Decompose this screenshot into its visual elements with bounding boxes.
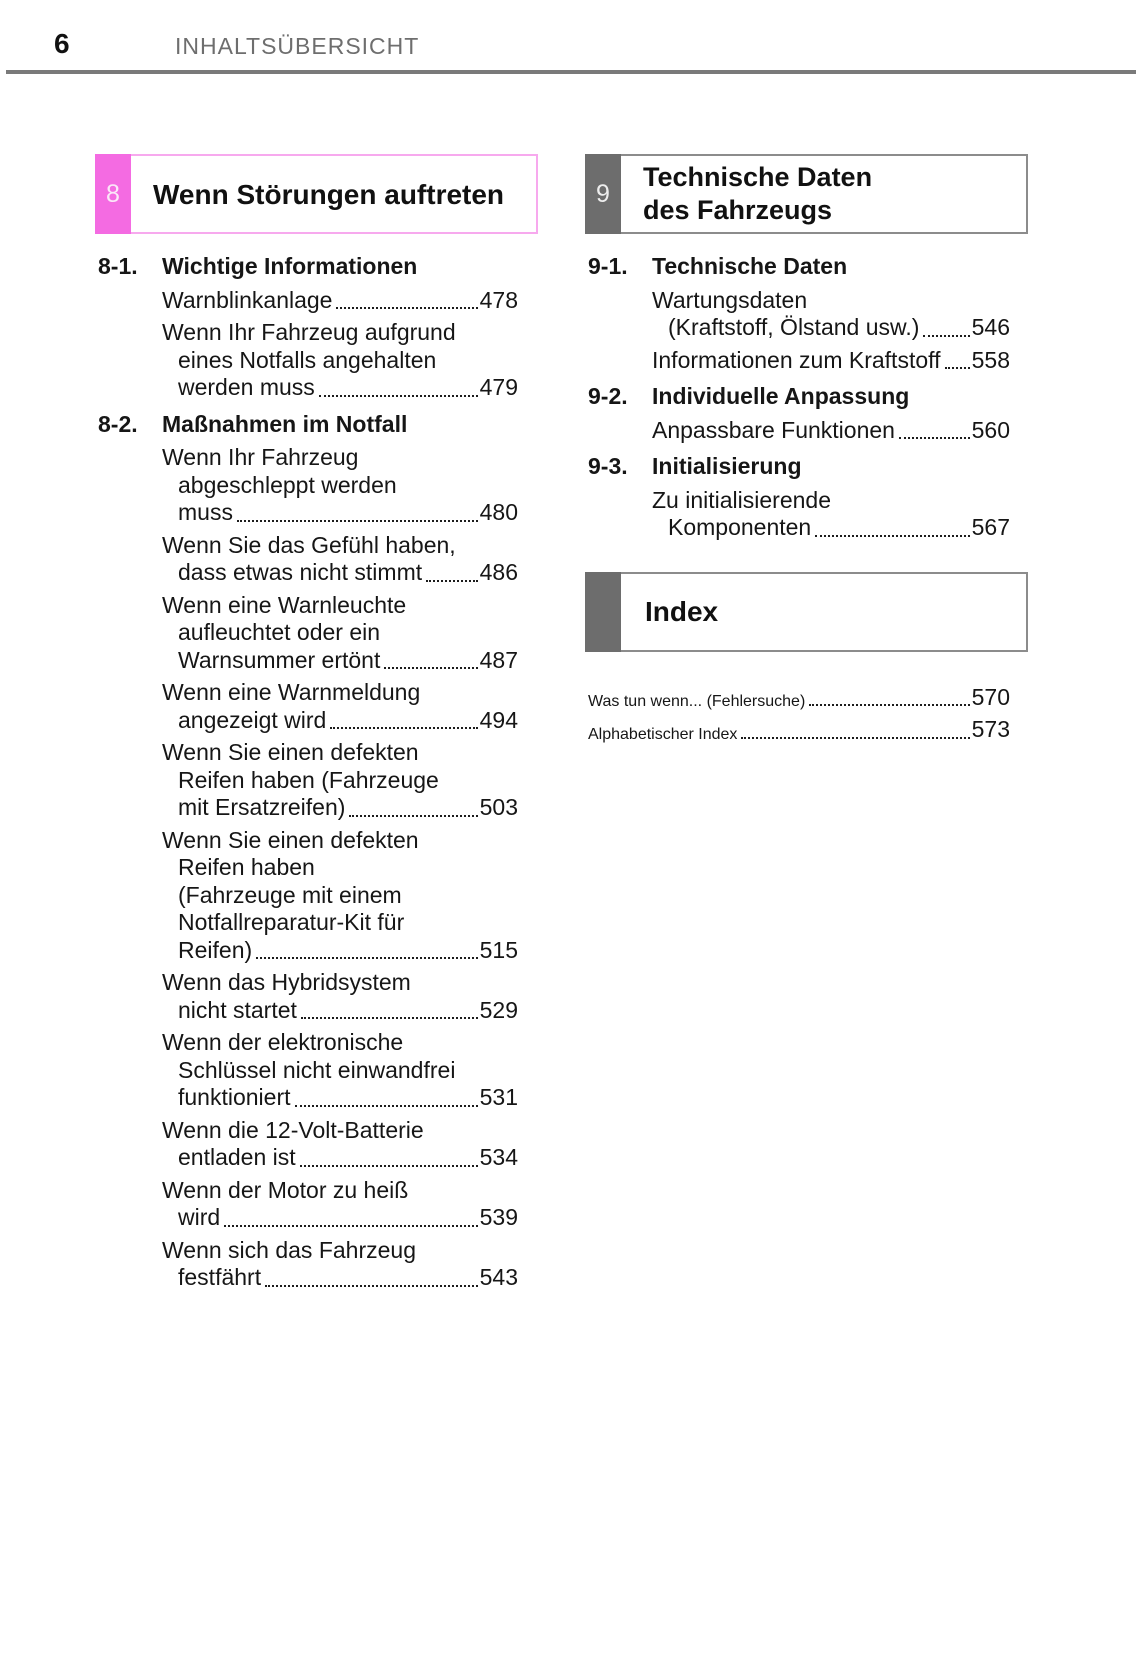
dotted-leader	[426, 580, 477, 582]
toc-entry	[652, 417, 1010, 445]
chapter-9-toc	[585, 253, 1028, 542]
chapter-9-title	[621, 156, 872, 232]
section-number: 8-2.	[98, 410, 138, 437]
toc-entry-line: Zu initialisierende	[652, 486, 831, 513]
toc-entry-last-line	[652, 417, 1010, 445]
toc-page-number: 478	[479, 286, 518, 313]
toc-entry-line: muss	[178, 499, 233, 525]
toc-entry	[652, 487, 1010, 542]
toc-entry-last-line	[162, 937, 518, 965]
dotted-leader	[300, 1165, 478, 1167]
dotted-leader	[256, 957, 477, 959]
toc-entry-last-line	[652, 514, 1010, 542]
chapter-9-tab: 9	[585, 154, 621, 234]
dotted-leader	[923, 335, 969, 337]
toc-entry	[162, 319, 518, 402]
toc-page-number: 480	[479, 499, 518, 525]
index-entry	[588, 684, 1010, 712]
toc-page-number: 486	[479, 559, 518, 585]
toc-entry-line: Wartungsdaten	[652, 286, 808, 313]
toc-entry	[652, 347, 1010, 375]
toc-entry-line: Schlüssel nicht einwandfrei	[178, 1056, 456, 1083]
dotted-leader	[349, 815, 477, 817]
toc-entry-last-line	[162, 287, 518, 315]
toc-entry-line: aufleuchtet oder ein	[178, 619, 381, 645]
chapter-8-title-text: Wenn Störungen auftreten	[153, 178, 505, 210]
toc-entry	[162, 679, 518, 734]
chapter-8-box	[95, 154, 538, 234]
toc-entry-line: Wenn der Motor zu heiß	[162, 1176, 409, 1203]
section-entries	[652, 487, 1010, 542]
dotted-leader	[265, 1285, 478, 1287]
toc-entry-line: Reifen)	[178, 936, 253, 963]
toc-entry-line: Wenn Sie einen defekten	[162, 739, 419, 765]
toc-entry	[162, 1237, 518, 1292]
toc-page-number: 515	[479, 936, 518, 963]
toc-entry-last-line	[652, 347, 1010, 375]
toc-entry-line: Wenn sich das Fahrzeug	[162, 1236, 416, 1263]
toc-entry-last-line	[162, 559, 518, 587]
chapter-9-box	[585, 154, 1028, 234]
toc-entry-line: mit Ersatzreifen)	[178, 794, 346, 820]
section-title: Technische Daten	[652, 253, 848, 279]
toc-entry-line: nicht startet	[178, 996, 297, 1023]
toc-entry-line: Informationen zum Kraftstoff	[652, 346, 941, 373]
section-entries	[652, 287, 1010, 375]
dotted-leader	[319, 395, 478, 397]
toc-entry-line: festfährt	[178, 1264, 262, 1290]
index-title-text: Index	[645, 595, 719, 627]
section-heading	[588, 453, 1010, 481]
toc-entry	[162, 969, 518, 1024]
toc-entry-line: Notfallreparatur-Kit für	[178, 909, 405, 935]
toc-page-number: 558	[971, 346, 1010, 373]
section-heading	[588, 253, 1010, 281]
index-entry-label: Alphabetischer Index	[588, 725, 738, 743]
chapter-8-tab: 8	[95, 154, 131, 234]
toc-entry-last-line	[162, 1144, 518, 1172]
dotted-leader	[295, 1105, 478, 1107]
toc-entry	[652, 287, 1010, 342]
section-number: 9-1.	[588, 253, 628, 279]
toc-page-number: 573	[971, 716, 1010, 742]
section-title: Initialisierung	[652, 453, 802, 479]
page-header-title: INHALTSÜBERSICHT	[175, 33, 420, 59]
dotted-leader	[945, 367, 970, 369]
index-entry-label: Was tun wenn... (Fehlersuche)	[588, 693, 806, 710]
toc-entry-last-line	[162, 1084, 518, 1112]
toc-entry-line: dass etwas nicht stimmt	[178, 559, 423, 585]
chapter-9-title-line2: des Fahrzeugs	[643, 195, 833, 225]
chapter-9-title-line1: Technische Daten	[643, 162, 873, 192]
toc-page-number: 570	[971, 683, 1010, 710]
toc-entry-line: wird	[178, 1204, 221, 1230]
dotted-leader	[224, 1225, 477, 1227]
index-tab	[585, 572, 621, 652]
toc-entry-line: Wenn der elektronische	[162, 1029, 404, 1055]
toc-page-number: 529	[479, 996, 518, 1023]
toc-page-number: 543	[479, 1264, 518, 1290]
toc-entry-line: Warnsummer ertönt	[178, 646, 381, 673]
toc-entry	[162, 287, 518, 315]
section-entries	[652, 417, 1010, 445]
toc-entry-last-line	[162, 1204, 518, 1232]
section-heading	[98, 411, 518, 439]
toc-page-number: 567	[971, 514, 1010, 540]
dotted-leader	[384, 667, 477, 669]
dotted-leader	[815, 535, 969, 537]
toc-entry-line: werden muss	[178, 374, 315, 400]
dotted-leader	[237, 520, 478, 522]
toc-page-number: 503	[479, 794, 518, 820]
toc-entry	[162, 739, 518, 822]
section-title: Maßnahmen im Notfall	[162, 410, 408, 437]
toc-entry-line: Wenn Sie das Gefühl haben,	[162, 531, 456, 558]
section-title: Individuelle Anpassung	[652, 383, 910, 409]
toc-entry-last-line	[162, 647, 518, 675]
toc-entry-line: abgeschleppt werden	[178, 471, 397, 498]
dotted-leader	[336, 307, 477, 309]
toc-entry-line: Wenn die 12-Volt-Batterie	[162, 1116, 424, 1143]
toc-page-number: 560	[971, 416, 1010, 443]
left-column	[95, 154, 538, 1297]
toc-entry-last-line	[652, 314, 1010, 342]
toc-page-number: 546	[971, 314, 1010, 340]
toc-entry-line: entladen ist	[178, 1144, 296, 1170]
toc-entry	[162, 1177, 518, 1232]
section-entries	[162, 287, 518, 402]
toc-entry-line: funktioniert	[178, 1084, 291, 1110]
section-heading	[588, 383, 1010, 411]
chapter-8-toc	[95, 253, 538, 1292]
header-rule	[6, 70, 1136, 74]
toc-entry-line: Anpassbare Funktionen	[652, 416, 895, 443]
toc-entry-line: Wenn das Hybridsystem	[162, 969, 411, 995]
section-number: 9-3.	[588, 453, 628, 479]
toc-page-number: 487	[479, 646, 518, 673]
dotted-leader	[741, 737, 969, 739]
toc-entry-line: Reifen haben (Fahrzeuge	[178, 766, 439, 793]
page-number: 6	[54, 28, 70, 59]
toc-entry	[162, 1117, 518, 1172]
toc-entry	[162, 592, 518, 675]
toc-entry-line: Wenn Ihr Fahrzeug	[162, 444, 359, 470]
toc-page-number: 534	[479, 1144, 518, 1170]
toc-page-number: 531	[479, 1084, 518, 1110]
toc-entry-line: (Fahrzeuge mit einem	[178, 881, 402, 908]
toc-entry-line: Wenn Sie einen defekten	[162, 826, 419, 853]
toc-entry-line: Reifen haben	[178, 854, 315, 880]
toc-entry-last-line	[162, 499, 518, 527]
toc-entry	[162, 532, 518, 587]
toc-entry	[162, 827, 518, 965]
toc-page-number: 539	[479, 1204, 518, 1230]
toc-entry-last-line	[162, 1264, 518, 1292]
toc-entry-line: angezeigt wird	[178, 706, 327, 733]
toc-entry-last-line	[162, 374, 518, 402]
section-title: Wichtige Informationen	[162, 253, 418, 279]
toc-entry-line: (Kraftstoff, Ölstand usw.)	[668, 314, 920, 340]
toc-entry	[162, 444, 518, 527]
dotted-leader	[330, 727, 477, 729]
chapter-8-title	[131, 156, 504, 232]
section-entries	[162, 444, 518, 1292]
toc-entry-line: Wenn Ihr Fahrzeug aufgrund	[162, 319, 456, 345]
right-column	[585, 154, 1028, 749]
section-number: 9-2.	[588, 383, 628, 409]
toc-entry-line: Wenn eine Warnmeldung	[162, 679, 421, 705]
toc-entry-line: Warnblinkanlage	[162, 286, 333, 313]
dotted-leader	[301, 1017, 478, 1019]
toc-entry-line: eines Notfalls angehalten	[178, 346, 437, 373]
section-number: 8-1.	[98, 253, 138, 279]
dotted-leader	[899, 437, 970, 439]
toc-entry-line: Wenn eine Warnleuchte	[162, 591, 407, 618]
toc-page-number: 494	[479, 706, 518, 733]
toc-entry-line: Komponenten	[668, 514, 812, 540]
index-entries	[585, 684, 1028, 744]
toc-entry	[162, 1029, 518, 1112]
index-box	[585, 572, 1028, 652]
toc-entry-last-line	[162, 707, 518, 735]
index-title	[621, 574, 718, 650]
index-entry	[588, 716, 1010, 744]
toc-entry-last-line	[162, 997, 518, 1025]
section-heading	[98, 253, 518, 281]
toc-page-number: 479	[479, 374, 518, 400]
dotted-leader	[809, 704, 969, 706]
toc-entry-last-line	[162, 794, 518, 822]
